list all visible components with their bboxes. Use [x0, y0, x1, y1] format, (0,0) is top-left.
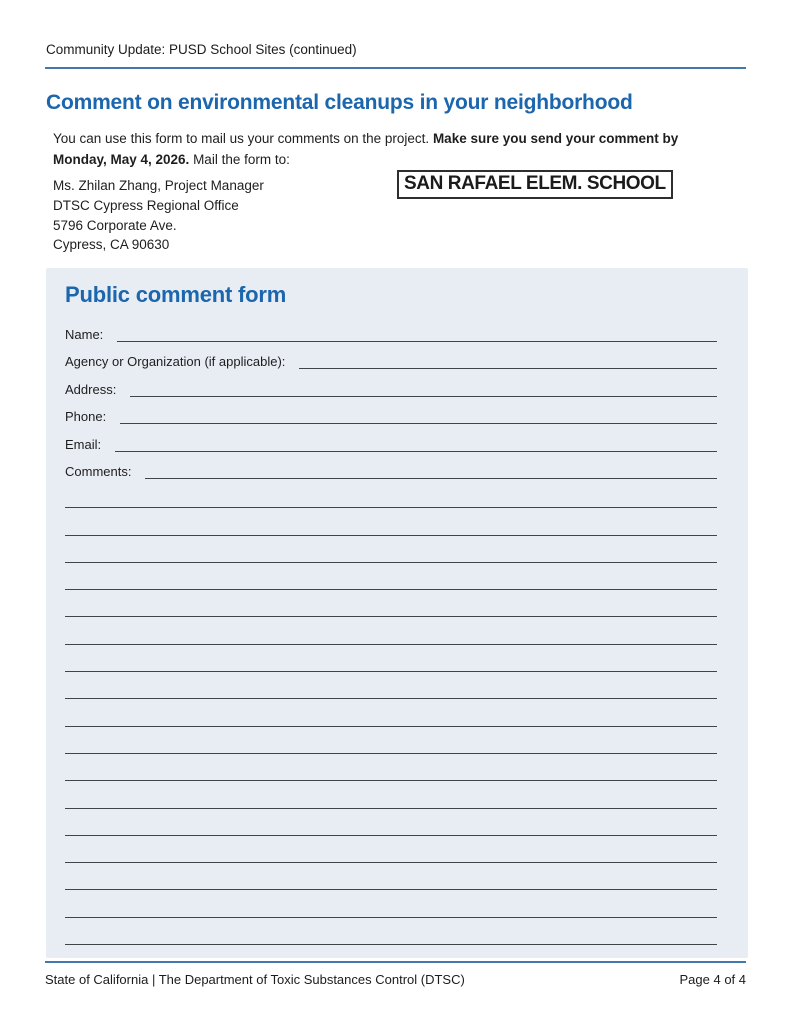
public-comment-form-panel [46, 268, 748, 958]
field-label: Email: [65, 436, 102, 452]
intro-text: You can use this form to mail us your comments on the project. [53, 131, 433, 146]
comment-line [65, 863, 717, 890]
field-label: Comments: [65, 464, 132, 479]
form-field-row [65, 371, 717, 399]
form-field-row [65, 426, 717, 454]
field-line [130, 396, 717, 397]
form-field-row [65, 399, 717, 427]
comment-line [65, 481, 717, 508]
comment-line [65, 699, 717, 726]
page-footer [45, 972, 746, 987]
footer-page-number: Page 4 of 4 [679, 972, 746, 987]
comment-line [65, 727, 717, 754]
page-title: Comment on environmental cleanups in your neighborhood [46, 91, 633, 114]
field-label: Address: [65, 381, 117, 397]
comment-lines [65, 481, 717, 945]
comment-line [65, 918, 717, 945]
footer-rule [45, 961, 746, 963]
mail-to-line: Ms. Zhilan Zhang, Project Manager [53, 178, 264, 193]
comment-line [65, 645, 717, 672]
field-label: Phone: [65, 409, 107, 424]
field-line [115, 451, 717, 452]
running-header: Community Update: PUSD School Sites (continued) [46, 42, 357, 57]
field-label: Name: [65, 326, 104, 342]
mail-to-line: 5796 Corporate Ave. [53, 217, 177, 233]
mail-to-line: Cypress, CA 90630 [53, 237, 170, 253]
comment-line [65, 781, 717, 808]
comment-line [65, 563, 717, 590]
form-field-row [65, 344, 717, 372]
comment-line [65, 809, 717, 836]
school-stamp: SAN RAFAEL ELEM. SCHOOL [397, 170, 673, 199]
comment-line [65, 890, 717, 917]
footer-agency: State of California | The Department of Toxic Substances Control (DTSC) [45, 972, 465, 987]
comment-line [65, 536, 717, 563]
comment-line [65, 754, 717, 781]
header-rule [45, 67, 746, 69]
comment-line [65, 590, 717, 617]
form-field-row [65, 454, 717, 482]
comment-line [65, 836, 717, 863]
form-field-row [65, 316, 717, 344]
intro-text-after: Mail the form to: [189, 152, 290, 167]
field-line [299, 368, 717, 369]
comment-line [65, 508, 717, 535]
field-line [117, 341, 717, 342]
field-line [120, 423, 717, 424]
field-label: Agency or Organization (if applicable): [65, 354, 286, 369]
mail-to-line: DTSC Cypress Regional Office [53, 197, 239, 213]
form-fields [65, 316, 717, 481]
form-title: Public comment form [65, 282, 287, 307]
intro-deadline: Make sure you send your comment by Monday, May 4, 2026. [53, 131, 679, 167]
field-line [145, 478, 717, 479]
comment-line [65, 617, 717, 644]
comment-line [65, 672, 717, 699]
mail-to-block [53, 176, 264, 255]
intro-paragraph [53, 128, 725, 170]
